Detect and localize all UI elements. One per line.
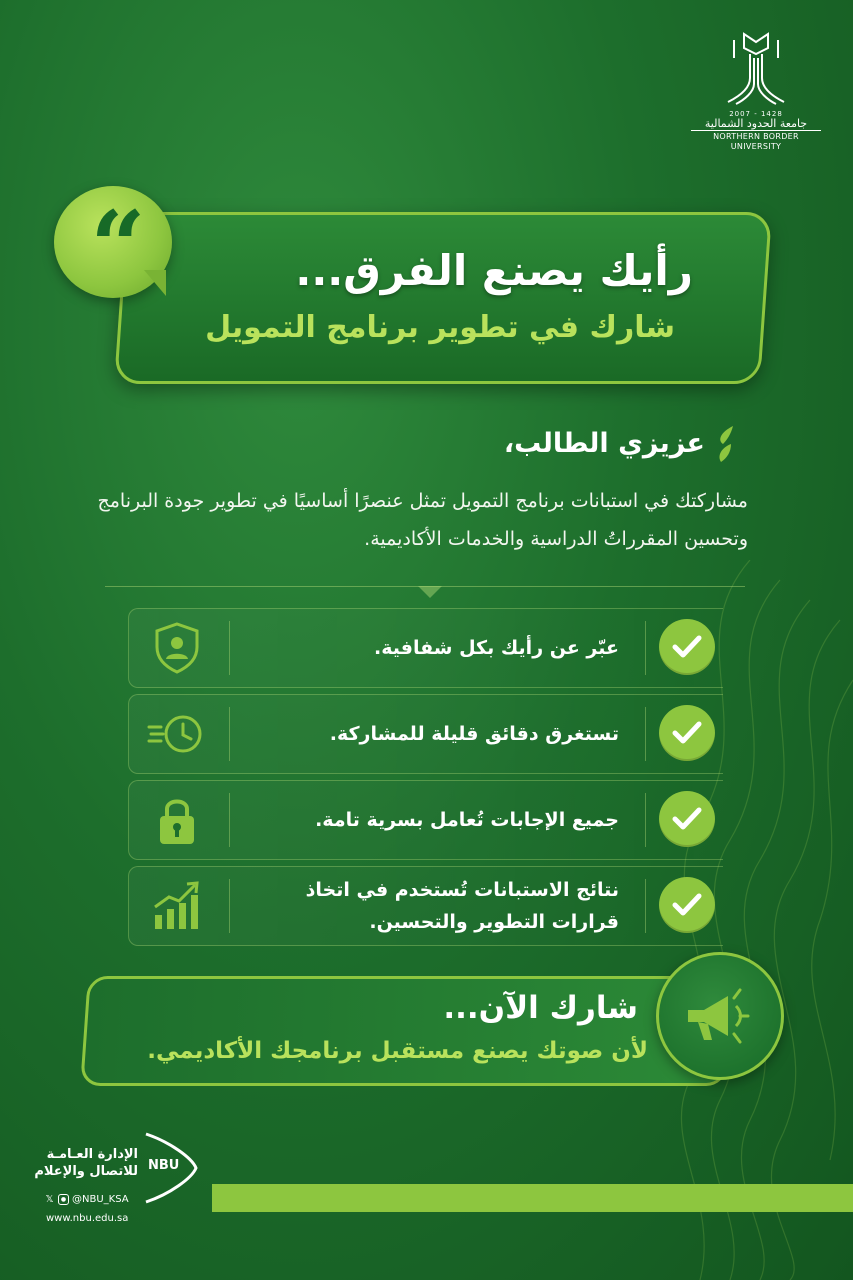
divider-notch: [418, 586, 442, 598]
growth-chart-icon: [147, 879, 207, 933]
nbu-brand: NBU: [148, 1158, 180, 1173]
social-handle[interactable]: @NBU_KSA: [72, 1194, 129, 1205]
feature-row: [128, 608, 723, 688]
check-icon: [659, 791, 715, 847]
feature-text: جميع الإجابات تُعامل بسرية تامة.: [315, 809, 619, 831]
feature-text: تستغرق دقائق قليلة للمشاركة.: [329, 723, 619, 745]
check-icon: [659, 705, 715, 761]
feature-row: [128, 780, 723, 860]
padlock-icon: [147, 793, 207, 847]
website-link[interactable]: www.nbu.edu.sa: [46, 1213, 129, 1224]
leaf-icon: [713, 424, 741, 464]
logo-name-en: NORTHERN BORDER UNIVERSITY: [691, 130, 821, 152]
headline-subtitle: شارك في تطوير برنامج التمويل: [205, 310, 675, 345]
check-icon: [659, 619, 715, 675]
cta-title: شارك الآن...: [443, 990, 638, 1026]
department-name: الإدارة العـامـة للاتصال والإعلام: [34, 1147, 138, 1179]
greeting-body: مشاركتك في استبانات برنامج التمويل تمثل عنصرًا أساسيًا في تطوير جودة البرنامج وتحسين المقرراتُ الدراسية والخدمات الأكاديمية.: [97, 490, 748, 550]
headline-card: [114, 212, 772, 384]
instagram-icon[interactable]: ●: [58, 1194, 69, 1205]
university-emblem-icon: [724, 28, 788, 108]
social-handle-row: [44, 1194, 144, 1205]
check-icon: [659, 877, 715, 933]
x-icon[interactable]: 𝕏: [45, 1194, 54, 1205]
feature-row: [128, 694, 723, 774]
cta-subtitle: لأن صوتك يصنع مستقبل برنامجك الأكاديمي.: [147, 1038, 648, 1064]
feature-text: نتائج الاستبانات تُستخدم في اتخاذ قرارات التطوير والتحسين.: [305, 879, 619, 933]
clock-fast-icon: [147, 707, 207, 761]
footer-bar: [212, 1184, 853, 1212]
quote-icon: “: [90, 190, 146, 303]
logo-name-ar: جامعة الحدود الشمالية: [704, 117, 808, 130]
university-logo: [691, 28, 821, 153]
greeting-title: عزيزي الطالب،: [503, 428, 705, 459]
shield-user-icon: [147, 621, 207, 675]
feature-row: [128, 866, 723, 946]
logo-years: 2007 - 1428: [729, 110, 783, 118]
megaphone-icon: [682, 984, 756, 1050]
feature-text: عبّر عن رأيك بكل شفافية.: [374, 637, 619, 659]
headline-title: رأيك يصنع الفرق...: [295, 246, 693, 295]
